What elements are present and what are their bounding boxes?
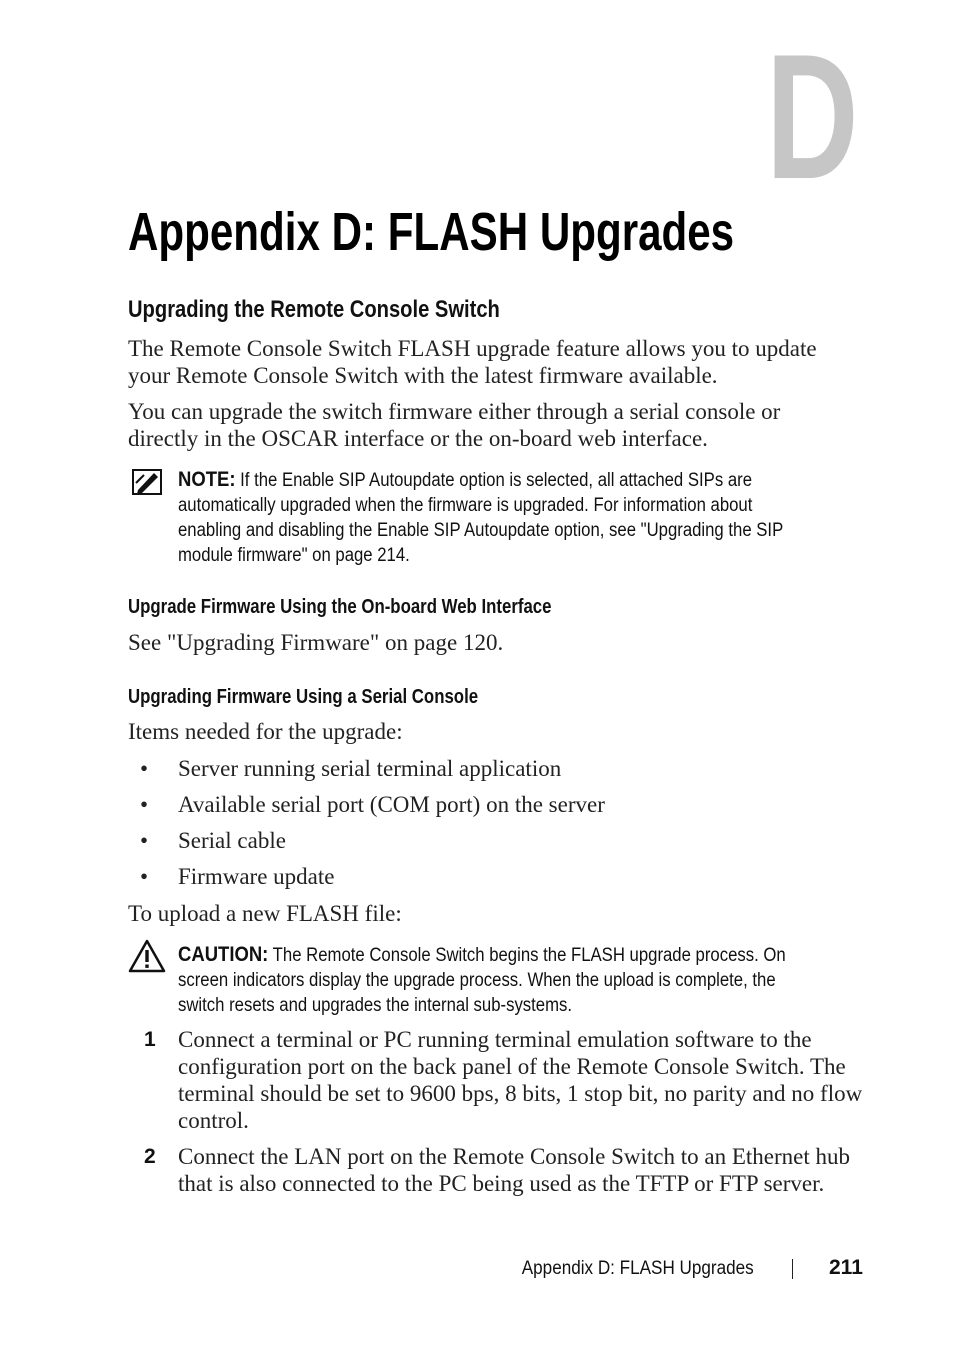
chapter-title: Appendix D: FLASH Upgrades <box>128 202 735 262</box>
paragraph-line: directly in the OSCAR interface or the on-board web interface. <box>128 426 708 451</box>
note-line: If the Enable SIP Autoupdate option is selected, all attached SIPs are <box>235 470 752 491</box>
note-callout <box>128 467 868 571</box>
caution-line: switch resets and upgrades the internal sub-systems. <box>178 995 573 1016</box>
step-number: 1 <box>144 1028 156 1051</box>
list-item: • Serial cable <box>140 828 286 853</box>
paragraph-line: your Remote Console Switch with the latest firmware available. <box>128 363 718 388</box>
subsection-heading-web: Upgrade Firmware Using the On-board Web Interface <box>128 596 552 618</box>
footer-divider <box>792 1259 793 1279</box>
caution-label: CAUTION: <box>178 943 269 966</box>
page-footer <box>0 1254 954 1284</box>
bullet-icon: • <box>140 828 149 853</box>
cross-reference-text: See "Upgrading Firmware" on page 120. <box>128 630 504 655</box>
bullet-icon: • <box>140 756 149 781</box>
chapter-letter: D <box>766 17 859 216</box>
paragraph-line: You can upgrade the switch firmware either through a serial console or <box>128 399 781 424</box>
page-number: 211 <box>829 1256 863 1279</box>
step-text: Connect a terminal or PC running terminal emulation software to the configuration port on the back panel of the Remote Console Switch. The terminal should be set to 9600 bps, 8 bits, 1 stop bit, no parity and no flow control. <box>178 1027 863 1133</box>
items-intro: Items needed for the upgrade: <box>128 719 403 744</box>
list-item: • Available serial port (COM port) on the server <box>140 792 605 817</box>
bullet-icon: • <box>140 864 149 889</box>
bullet-icon: • <box>140 792 149 817</box>
paragraph-line: The Remote Console Switch FLASH upgrade feature allows you to update <box>128 336 817 361</box>
step-item <box>128 1143 868 1199</box>
note-label: NOTE: <box>178 468 236 491</box>
caution-line: screen indicators display the upgrade process. When the upload is complete, the <box>178 970 776 991</box>
subsection-heading-serial: Upgrading Firmware Using a Serial Console <box>128 686 479 708</box>
footer-title: Appendix D: FLASH Upgrades <box>522 1258 754 1279</box>
step-item <box>128 1026 868 1136</box>
caution-line: The Remote Console Switch begins the FLASH upgrade process. On <box>268 945 786 966</box>
list-item: • Server running serial terminal application <box>140 756 562 781</box>
items-list <box>128 755 868 899</box>
note-line: enabling and disabling the Enable SIP Autoupdate option, see "Upgrading the SIP <box>178 520 784 541</box>
intro-paragraph <box>128 335 868 389</box>
step-number: 2 <box>144 1145 156 1168</box>
note-text <box>178 467 866 568</box>
step-text: Connect the LAN port on the Remote Console Switch to an Ethernet hub that is also connected to the PC being used as the TFTP or FTP server. <box>178 1144 850 1196</box>
note-pencil-icon <box>132 469 162 495</box>
note-line: module firmware" on page 214. <box>178 545 410 566</box>
caution-callout <box>128 942 868 1020</box>
caution-triangle-icon <box>128 939 166 973</box>
caution-text <box>178 942 869 1018</box>
section-heading: Upgrading the Remote Console Switch <box>128 296 500 323</box>
upload-intro: To upload a new FLASH file: <box>128 901 402 926</box>
list-item: • Firmware update <box>140 864 335 889</box>
options-paragraph <box>128 398 868 452</box>
note-line: automatically upgraded when the firmware is upgraded. For information about <box>178 495 753 516</box>
